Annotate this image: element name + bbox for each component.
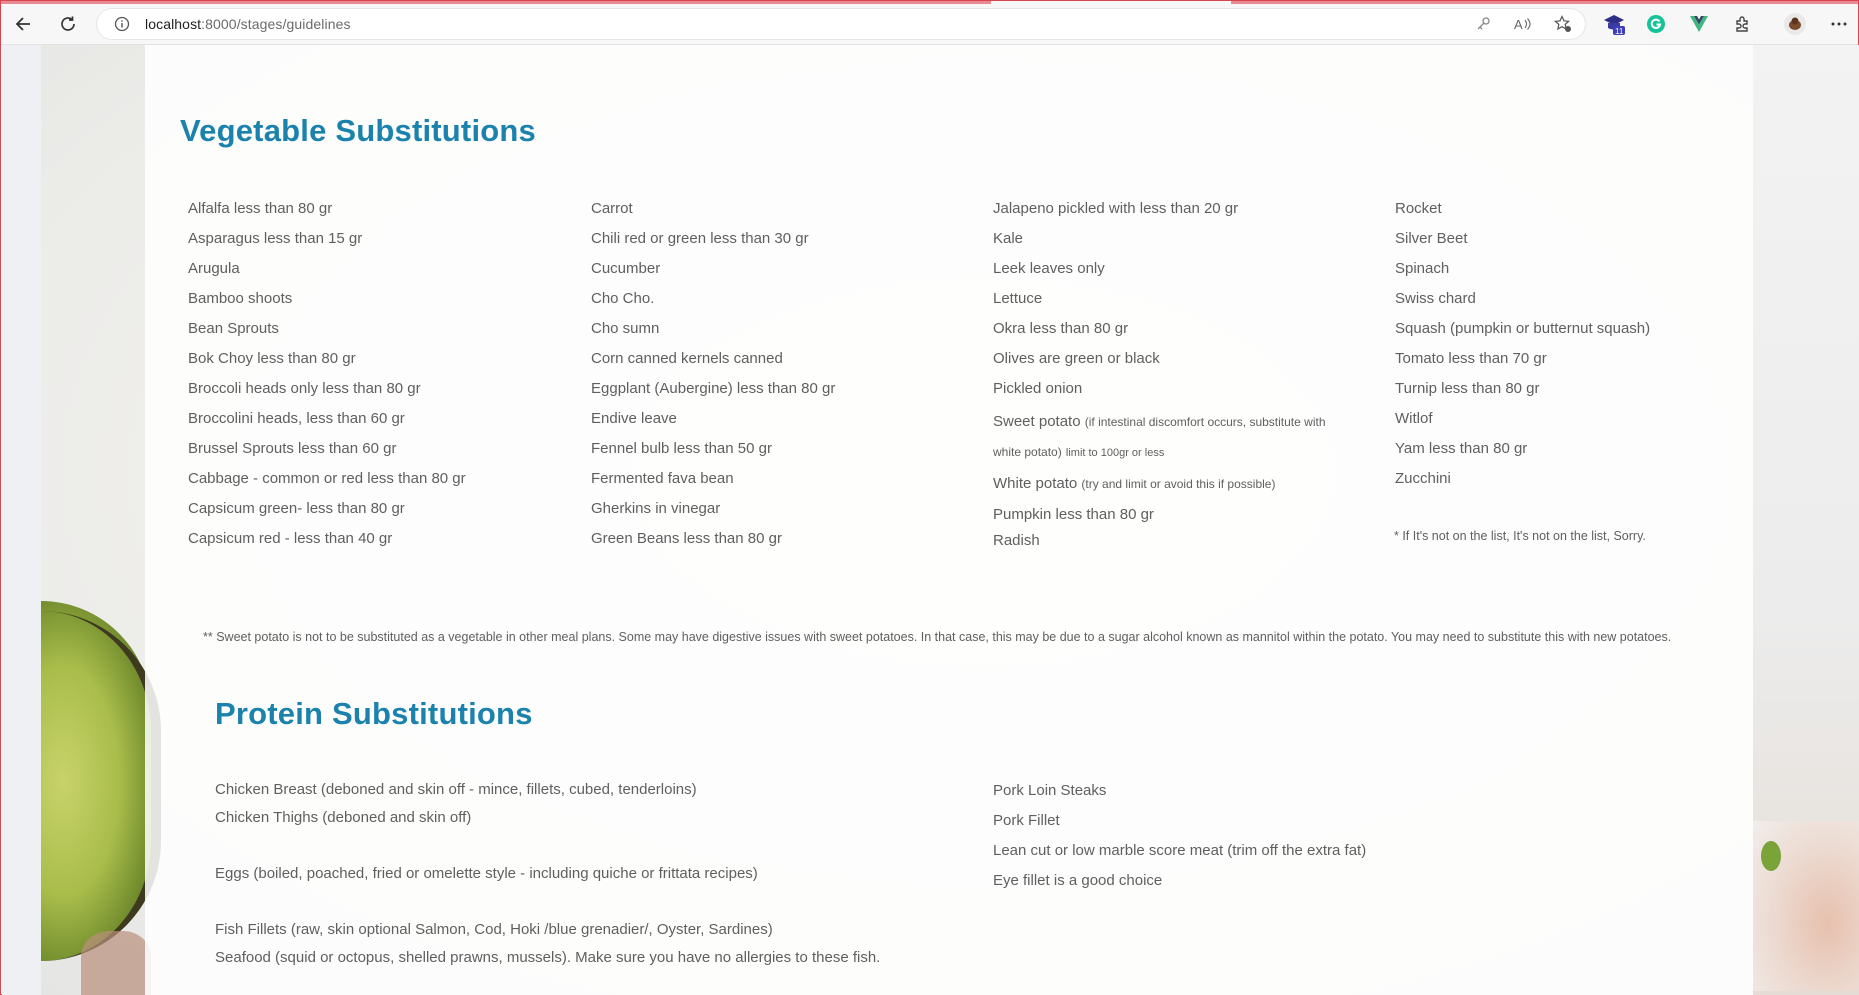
profile-avatar[interactable] (1783, 12, 1807, 36)
vegetable-item: Chili red or green less than 30 gr (591, 230, 809, 247)
white-potato-note: (try and limit or avoid this if possible) (1081, 477, 1276, 491)
protein-item: Pork Fillet (993, 812, 1060, 829)
address-bar[interactable] (97, 9, 1585, 39)
vegetable-item: Okra less than 80 gr (993, 320, 1129, 337)
favorite-star-icon[interactable] (1553, 14, 1573, 34)
vegetable-item: Brussel Sprouts less than 60 gr (188, 440, 397, 457)
vegetable-item: Swiss chard (1395, 290, 1476, 307)
vegetable-item: Yam less than 80 gr (1395, 440, 1528, 457)
vegetable-item: Broccolini heads, less than 60 gr (188, 410, 405, 427)
url-host: localhost (145, 16, 202, 32)
vegetable-item: Kale (993, 230, 1024, 247)
vegetable-item: Spinach (1395, 260, 1450, 277)
vegetable-item: Lettuce (993, 290, 1043, 307)
vegetable-item: Carrot (591, 200, 633, 217)
extensions-puzzle-icon[interactable] (1731, 12, 1755, 36)
sweet-potato-footnote: ** Sweet potato is not to be substituted as a vegetable in other meal plans. Some may have digestive issues with sweet potatoes. In that case, this may be due to a sugar alcohol known as mannitol within the potato. You may need to substitute this with new potatoes. (203, 630, 1672, 644)
extension-badge: 11 (1615, 27, 1624, 36)
protein-item: Chicken Thighs (deboned and skin off) (215, 809, 472, 826)
vegetable-item: Cho Cho. (591, 290, 655, 307)
protein-item: Pork Loin Steaks (993, 782, 1107, 799)
vegetable-item: Leek leaves only (993, 260, 1105, 277)
vegetable-item: Gherkins in vinegar (591, 500, 721, 517)
site-info-icon[interactable] (113, 15, 131, 33)
vegetable-item: Endive leave (591, 410, 677, 427)
vegetable-item: Silver Beet (1395, 230, 1468, 247)
vegetable-item: Rocket (1395, 200, 1442, 217)
key-icon[interactable] (1473, 14, 1493, 34)
vegetable-item: Pumpkin less than 80 gr (993, 506, 1154, 523)
protein-column-left (215, 779, 880, 975)
white-potato-item (993, 468, 1353, 499)
sweet-potato-limit: limit to 100gr or less (1065, 447, 1165, 459)
vegetable-item: Pickled onion (993, 380, 1083, 397)
svg-text:A: A (1514, 17, 1523, 32)
url-path: :8000/stages/guidelines (201, 16, 351, 32)
bowl-decoration (81, 931, 151, 995)
protein-item: Eye fillet is a good choice (993, 872, 1163, 889)
vegetable-item: Bamboo shoots (188, 290, 293, 307)
vegetable-item: Fermented fava bean (591, 470, 734, 487)
extension-graduation-icon[interactable] (1602, 12, 1626, 36)
herb-leaf-decoration (1761, 841, 1781, 871)
protein-item: Chicken Breast (deboned and skin off - mince, fillets, cubed, tenderloins) (215, 781, 697, 798)
vegetable-item: Bean Sprouts (188, 320, 279, 337)
url-text (145, 16, 351, 32)
protein-item: Eggs (boiled, poached, fried or omelette style - including quiche or frittata recipes) (215, 865, 758, 882)
vegetable-item: Cho sumn (591, 320, 660, 337)
sweet-potato-item (993, 407, 1343, 468)
vegetable-item: Turnip less than 80 gr (1395, 380, 1540, 397)
vegetable-section-title: Vegetable Substitutions (180, 113, 536, 148)
back-arrow-icon (14, 14, 34, 34)
protein-item: Seafood (squid or octopus, shelled prawns, mussels). Make sure you have no allergies to these fish. (215, 949, 881, 966)
vegetable-item: Alfalfa less than 80 gr (188, 200, 333, 217)
vegetable-item: Asparagus less than 15 gr (188, 230, 363, 247)
vegetable-item: Corn canned kernels canned (591, 350, 783, 367)
vegetable-item: Capsicum green- less than 80 gr (188, 500, 405, 517)
vegetable-item: Radish (993, 532, 1040, 549)
vegetable-item: Witlof (1395, 410, 1433, 427)
reload-button[interactable] (55, 11, 81, 37)
vegetable-column-3 (993, 197, 1353, 559)
read-aloud-icon[interactable] (1513, 14, 1533, 34)
vegetable-item: Eggplant (Aubergine) less than 80 gr (591, 380, 836, 397)
reload-icon (58, 14, 78, 34)
vegetable-item: Cucumber (591, 260, 661, 277)
protein-item: Lean cut or low marble score meat (trim off the extra fat) (993, 842, 1367, 859)
vegetable-item: Capsicum red - less than 40 gr (188, 530, 393, 547)
vegetable-column-2 (591, 197, 981, 557)
vegetable-item: Arugula (188, 260, 240, 277)
vegetable-item: Squash (pumpkin or butternut squash) (1395, 320, 1651, 337)
grammarly-icon[interactable] (1644, 12, 1668, 36)
vegetable-item: Broccoli heads only less than 80 gr (188, 380, 421, 397)
vue-devtools-icon[interactable] (1687, 12, 1711, 36)
tab-strip-indicator (1, 1, 1858, 4)
browser-menu-icon[interactable] (1827, 12, 1851, 36)
vegetable-item: Tomato less than 70 gr (1395, 350, 1547, 367)
protein-item: Fish Fillets (raw, skin optional Salmon, Cod, Hoki /blue grenadier/, Oyster, Sardines) (215, 921, 773, 938)
sweet-potato-label: Sweet potato (993, 413, 1081, 430)
vegetable-item: Bok Choy less than 80 gr (188, 350, 356, 367)
back-button[interactable] (11, 11, 37, 37)
white-potato-label: White potato (993, 475, 1078, 492)
vegetable-column-4 (1395, 197, 1785, 497)
sweet-potato-note: (if intestinal discomfort occurs, substitute with white potato) (993, 415, 1326, 459)
vegetable-item: Fennel bulb less than 50 gr (591, 440, 772, 457)
vegetable-item: Zucchini (1395, 470, 1451, 487)
protein-column-right (993, 780, 1366, 900)
vegetable-item: Cabbage - common or red less than 80 gr (188, 470, 466, 487)
protein-section-title: Protein Substitutions (215, 696, 533, 731)
vegetable-item: Olives are green or black (993, 350, 1160, 367)
vegetable-item: Green Beans less than 80 gr (591, 530, 782, 547)
not-on-list-note: * If It's not on the list, It's not on the list, Sorry. (1394, 529, 1646, 543)
vegetable-item: Jalapeno pickled with less than 20 gr (993, 200, 1239, 217)
vegetable-column-1 (188, 197, 578, 557)
browser-toolbar (1, 1, 1858, 45)
